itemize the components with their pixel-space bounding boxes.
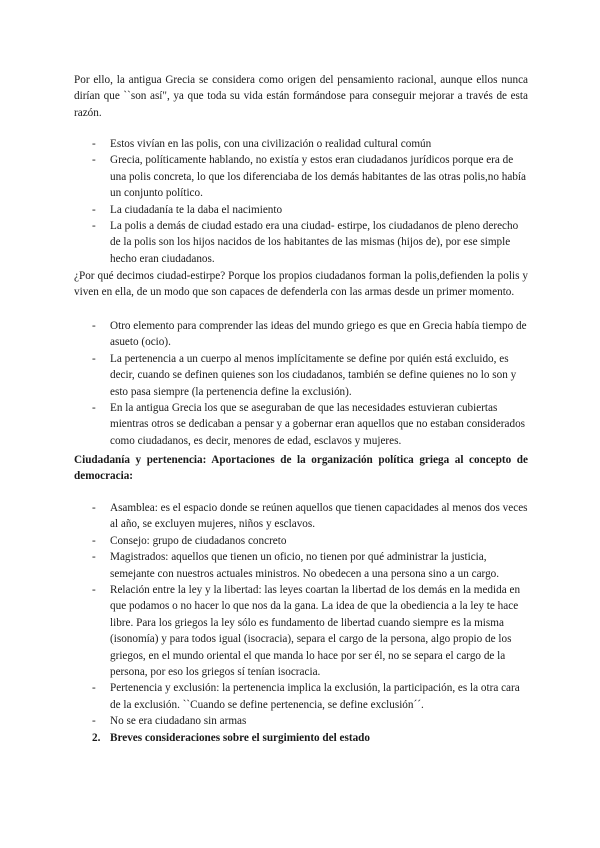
dash-marker: - <box>92 715 96 728</box>
list-item <box>74 152 528 201</box>
question-paragraph: ¿Por qué decimos ciudad-estirpe? Porque los propios ciudadanos forman la polis,defienden la polis y viven en ella, de un modo que son capaces de defenderla con las armas desde un primer momento. <box>74 270 528 299</box>
list-item-text: No se era ciudadano sin armas <box>110 715 247 728</box>
list-item <box>74 500 528 533</box>
list-item <box>74 680 528 713</box>
dash-marker: - <box>92 682 96 695</box>
list-item-text: La pertenencia a un cuerpo al menos implícitamente se define por quién está excluido, es decir, cuando se definen quienes son los ciudadanos, también se define quienes no lo son y esto pasa siempre (la pertenencia define la exclusión). <box>110 352 517 398</box>
list-item <box>74 533 528 549</box>
list-item-text: En la antigua Grecia los que se aseguraban de que las necesidades estuvieran cubiertas mientras otros se dedicaban a pensar y a gobernar eran aquellos que no estaban considerados como ciudadanos, es decir, menores de edad, esclavos y mujeres. <box>110 402 526 447</box>
section-title: Breves consideraciones sobre el surgimiento del estado <box>110 732 370 744</box>
bullet-list-democracia <box>74 500 528 730</box>
dash-marker: - <box>92 154 96 167</box>
bullet-list-polis <box>74 136 528 267</box>
list-item <box>74 318 528 351</box>
dash-marker: - <box>92 534 96 547</box>
list-item <box>74 400 528 449</box>
list-item <box>74 582 528 680</box>
dash-marker: - <box>92 220 96 233</box>
list-item-text: Pertenencia y exclusión: la pertenencia implica la exclusión, la participación, es la otra cara de la exclusión. ``Cuando se define pertenencia, se define exclusión´´. <box>110 682 520 711</box>
list-item <box>74 202 528 218</box>
list-item-text: Magistrados: aquellos que tienen un oficio, no tienen por qué administrar la justicia, semejante con nuestros actuales ministros. No obedecen a una persona sino a un cargo. <box>110 551 500 580</box>
list-item <box>74 351 528 400</box>
intro-paragraph: Por ello, la antigua Grecia se considera como origen del pensamiento racional, aunque ellos nunca dirían que ``son así", ya que toda su vida están formándose para conseguir mejorar a través de esta razón. <box>74 74 528 119</box>
list-item-text: Otro elemento para comprender las ideas del mundo griego es que en Grecia había tiempo de asueto (ocio). <box>110 320 527 349</box>
dash-marker: - <box>92 203 96 216</box>
dash-marker: - <box>92 502 96 514</box>
dash-marker: - <box>92 551 96 564</box>
list-item-text: Estos vivían en las polis, con una civilización o realidad cultural común <box>110 138 432 150</box>
list-item-text: Grecia, políticamente hablando, no existía y estos eran ciudadanos jurídicos porque era de una polis concreta, lo que los diferenciaba de los demás habitantes de las otras polis,no había un conjunto político. <box>110 154 526 200</box>
list-item <box>74 549 528 582</box>
list-item-text: La ciudadanía te la daba el nacimiento <box>110 203 283 216</box>
list-item <box>74 713 528 729</box>
dash-marker: - <box>92 138 96 150</box>
dash-marker: - <box>92 352 96 365</box>
bullet-list-grecia <box>74 318 528 449</box>
list-item-text: Relación entre la ley y la libertad: las leyes coartan la libertad de los demás en la medida en que podamos o no hacer lo que nos da la gana. La idea de que la obediencia a la ley te hace libre. Para los griegos la ley sólo es fundamento de libertad cuando siempre es la misma (isonomía) y para todos igual (isocracia), separa el cargo de la persona, algo propio de los griegos, en el mundo oriental el que manda lo hace por ser él, no se separa el cargo de la persona, por eso los griegos sí tenían isocracia. <box>110 584 521 679</box>
dash-marker: - <box>92 584 96 597</box>
list-item-text: Consejo: grupo de ciudadanos concreto <box>110 534 287 547</box>
numbered-section-heading <box>92 730 522 746</box>
list-item-text: La polis a demás de ciudad estado era una ciudad- estirpe, los ciudadanos de pleno derecho de la polis son los hijos nacidos de los habitantes de las mismas (hijos de), por ese simple hecho eran ciudadanos. <box>110 220 519 265</box>
list-item <box>74 136 528 152</box>
dash-marker: - <box>92 402 96 415</box>
section-number: 2. <box>92 732 101 744</box>
list-item-text: Asamblea: es el espacio donde se reúnen aquellos que tienen capacidades al menos dos veces al año, se excluyen mujeres, niños y esclavos. <box>110 502 528 531</box>
list-item <box>74 218 528 267</box>
dash-marker: - <box>92 320 96 332</box>
section-heading: Ciudadanía y pertenencia: Aportaciones de la organización política griega al concepto de democracia: <box>74 454 528 483</box>
